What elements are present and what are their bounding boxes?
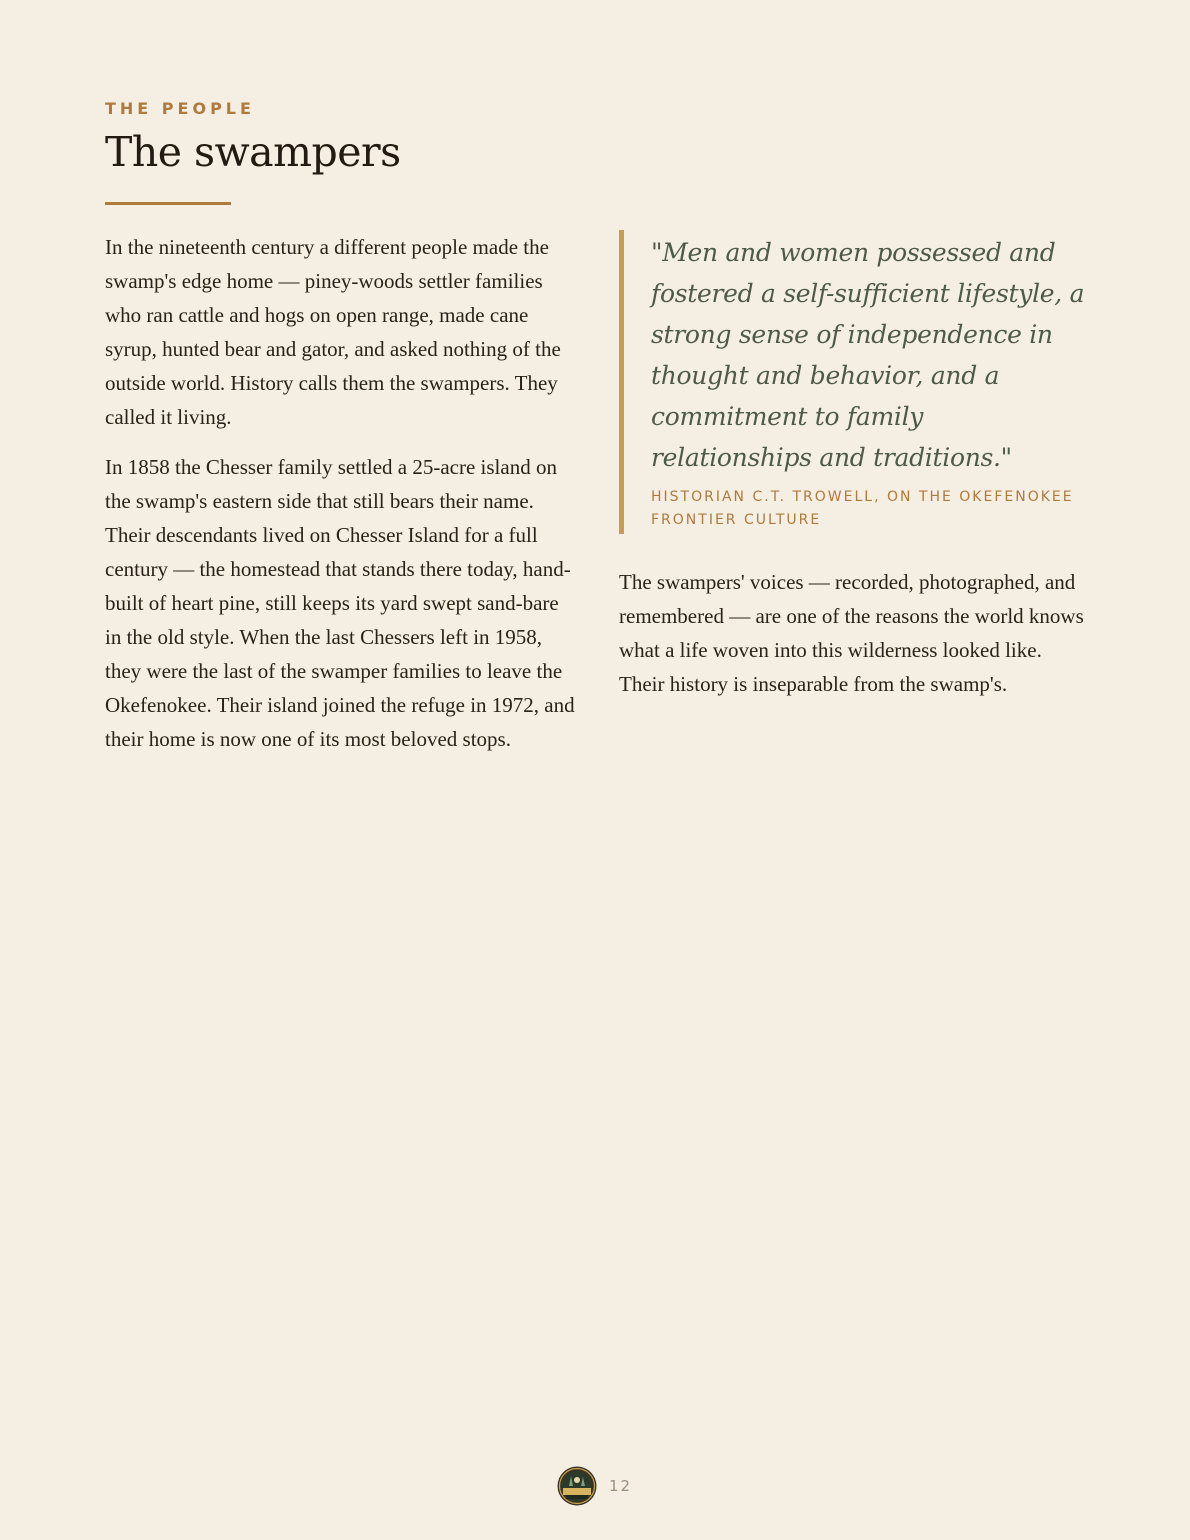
body-paragraph: The swampers' voices — recorded, photographed, and remembered — are one of the reasons the world knows what a life woven into this wilderness looked like. Their history is inseparable from the swamp's.: [619, 570, 1084, 696]
page-title: The swampers: [105, 128, 401, 176]
blackwater-seal-logo: [557, 1466, 597, 1506]
page-number: 12: [609, 1477, 633, 1495]
page-footer: [0, 1466, 1190, 1508]
section-eyebrow: THE PEOPLE: [105, 99, 255, 118]
body-paragraph: In 1858 the Chesser family settled a 25-acre island on the swamp's eastern side that still bears their name. Their descendants lived on Chesser Island for a full century — the homestead that stands there today, hand-built of heart pine, still keeps its yard swept sand-bare in the old style. When the last Chessers left in 1958, they were the last of the swamper families to leave the Okefenokee. Their island joined the refuge in 1972, and their home is now one of its most beloved stops.: [105, 455, 575, 751]
quote-text: "Men and women possessed and fostered a self-sufficient lifestyle, a strong sense of independence in thought and behavior, and a commitment to family relationships and traditions.": [651, 238, 1085, 472]
right-column: [619, 230, 1089, 717]
quote-attribution: HISTORIAN C.T. TROWELL, ON THE OKEFENOKEE FRONTIER CULTURE: [651, 489, 1074, 528]
pull-quote: [619, 230, 1089, 534]
title-underline: [105, 202, 231, 205]
left-column: [105, 230, 575, 772]
body-paragraph: In the nineteenth century a different people made the swamp's edge home — piney-woods settler families who ran cattle and hogs on open range, made cane syrup, hunted bear and gator, and asked nothing of the outside world. History calls them the swampers. They called it living.: [105, 235, 561, 429]
